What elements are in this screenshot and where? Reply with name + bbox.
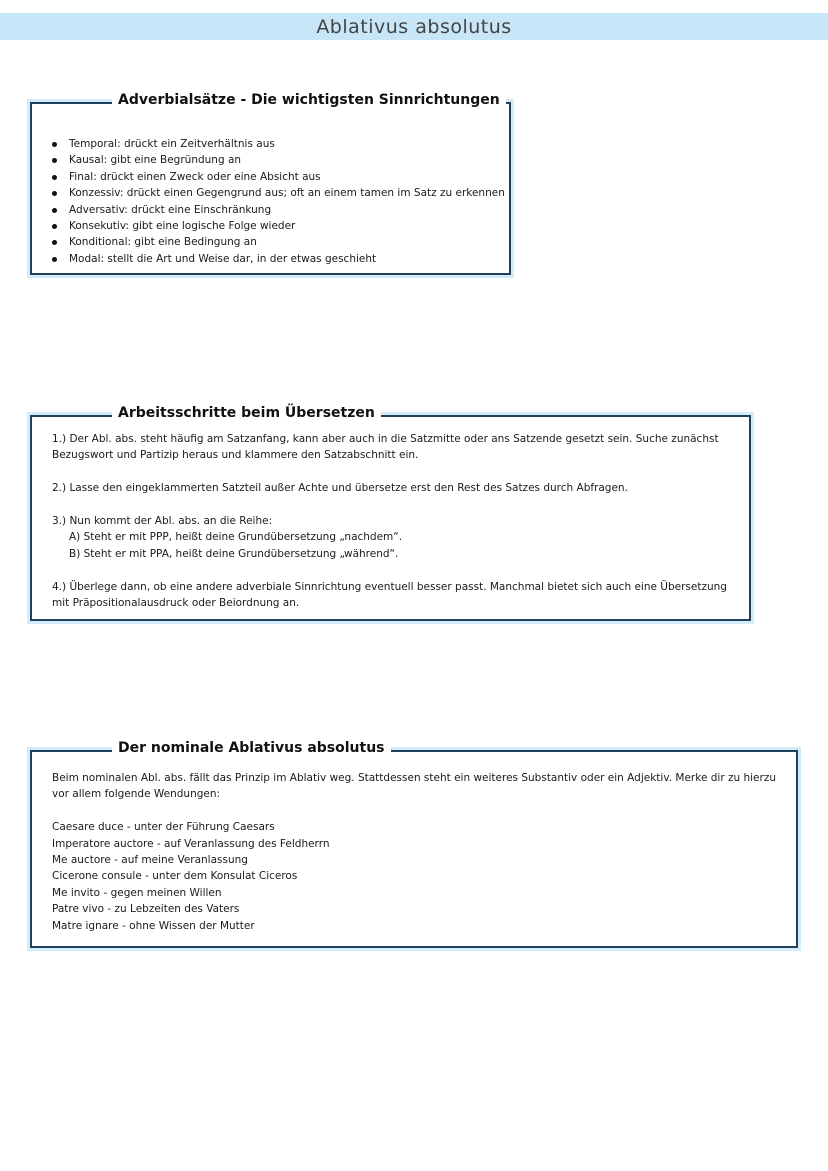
adverbialsaetze-heading: Adverbialsätze - Die wichtigsten Sinnrichtungen — [112, 92, 506, 108]
list-item: Konditional: gibt eine Bedingung an — [50, 234, 510, 250]
nominal-heading: Der nominale Ablativus absolutus — [112, 740, 391, 756]
list-item: Konzessiv: drückt einen Gegengrund aus; oft an einem tamen im Satz zu erkennen — [50, 185, 510, 201]
list-item: Temporal: drückt ein Zeitverhältnis aus — [50, 136, 510, 152]
nominal-box — [30, 740, 798, 948]
list-item: Patre vivo - zu Lebzeiten des Vaters — [52, 903, 240, 916]
list-item: Me invito - gegen meinen Willen — [52, 886, 222, 899]
step-2: 2.) Lasse den eingeklammerten Satzteil außer Achte und übersetze erst den Rest des Satzes durch Abfragen. — [52, 482, 628, 495]
list-item: Kausal: gibt eine Begründung an — [50, 152, 510, 168]
page-title: Ablativus absolutus — [316, 15, 512, 38]
sinnrichtungen-list — [50, 136, 510, 267]
list-item: Adversativ: drückt eine Einschränkung — [50, 202, 510, 218]
step-4: 4.) Überlege dann, ob eine andere adverbiale Sinnrichtung eventuell besser passt. Manchmal bietet sich auch eine Übersetzung mit Präpositionalausdruck oder Beiordnung an. — [52, 580, 727, 610]
list-item: Cicerone consule - unter dem Konsulat Ciceros — [52, 870, 298, 883]
step-3a: A) Steht er mit PPP, heißt deine Grundübersetzung „nachdem“. — [69, 531, 403, 544]
arbeitsschritte-box — [30, 405, 751, 621]
list-item: Modal: stellt die Art und Weise dar, in der etwas geschieht — [50, 251, 510, 267]
step-3: 3.) Nun kommt der Abl. abs. an die Reihe: — [52, 515, 273, 527]
arbeitsschritte-heading: Arbeitsschritte beim Übersetzen — [112, 405, 381, 421]
list-item: Caesare duce - unter der Führung Caesars — [52, 821, 275, 834]
list-item: Final: drückt einen Zweck oder eine Absicht aus — [50, 169, 510, 185]
step-1: 1.) Der Abl. abs. steht häufig am Satzanfang, kann aber auch in die Satzmitte oder ans Satzende gesetzt sein. Suche zunächst Bezugswort und Partizip heraus und klammere den Satzabschnitt ein. — [52, 433, 719, 462]
list-item: Matre ignare - ohne Wissen der Mutter — [52, 919, 255, 932]
adverbialsaetze-box — [30, 92, 511, 275]
nominal-intro: Beim nominalen Abl. abs. fällt das Prinzip im Ablativ weg. Stattdessen steht ein weiteres Substantiv oder ein Adjektiv. Merke dir zu hierzu vor allem folgende Wendungen: — [52, 772, 777, 801]
step-3b: B) Steht er mit PPA, heißt deine Grundübersetzung „während“. — [69, 547, 399, 560]
list-item: Imperatore auctore - auf Veranlassung des Feldherrn — [52, 837, 330, 850]
list-item: Konsekutiv: gibt eine logische Folge wieder — [50, 218, 510, 234]
title-bar — [0, 13, 828, 40]
list-item: Me auctore - auf meine Veranlassung — [52, 854, 248, 867]
